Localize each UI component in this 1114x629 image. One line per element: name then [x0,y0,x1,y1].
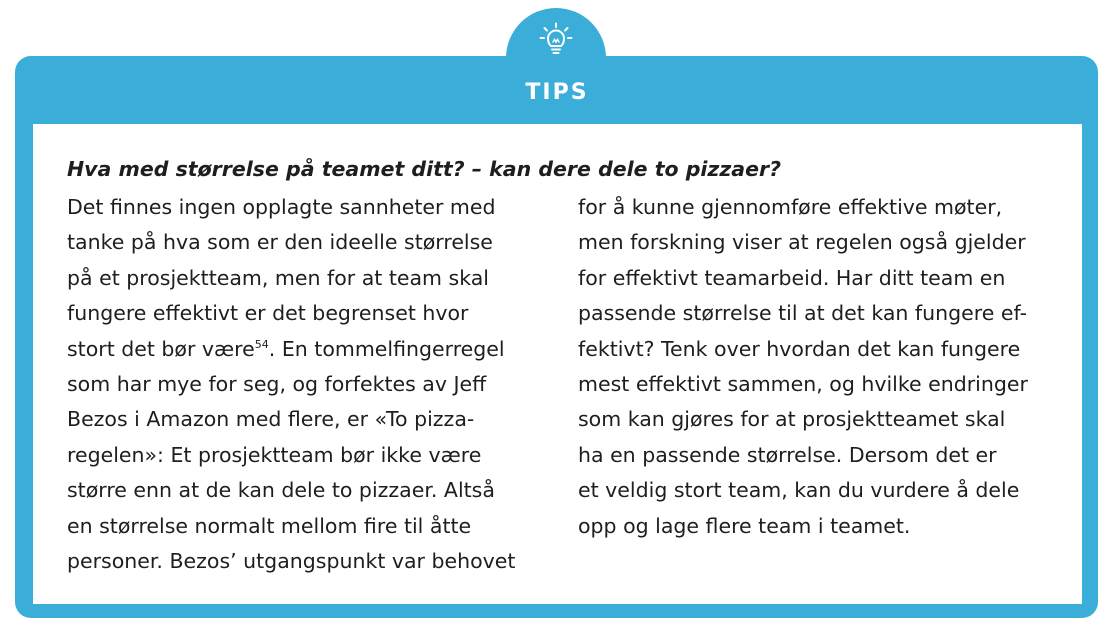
tips-title: TIPS [525,80,589,105]
text-line: personer. Bezos’ utgangspunkt var behovet [67,549,516,574]
lightbulb-icon [539,22,573,56]
text-line: mest effektivt sammen, og hvilke endringer [578,372,1028,397]
text-line-with-footnote [67,332,547,367]
text-line: passende størrelse til at det kan fungere ef- [578,301,1027,326]
text-line: større enn at de kan dele to pizzaer. Altså [67,478,495,503]
text-line: Det finnes ingen opplagte sannheter med [67,195,496,219]
text-line: en størrelse normalt mellom fire til åtte [67,513,472,538]
footnote-reference: 54 [254,337,269,351]
text-line: ha en passende størrelse. Dersom det er [578,442,997,467]
text-line: tanke på hva som er den ideelle størrelse [67,230,493,255]
text-fragment: . En tommelfingerregel [268,336,505,361]
text-line: men forskning viser at regelen også gjelder [578,230,1026,255]
right-column [578,190,1058,544]
text-line: som kan gjøres for at prosjektteamet skal [578,407,1006,432]
text-line: som har mye for seg, og forfektes av Jeff [67,372,487,397]
text-line: et veldig stort team, kan du vurdere å dele [578,478,1020,503]
article-heading: Hva med størrelse på teamet ditt? – kan dere dele to pizzaer? [67,157,782,181]
text-line: på et prosjektteam, men for at team skal [67,265,489,290]
text-line: opp og lage flere team i teamet. [578,513,911,538]
text-line: for effektivt teamarbeid. Har ditt team en [578,265,1006,290]
text-line: regelen»: Et prosjektteam bør ikke være [67,442,482,467]
text-line: fektivt? Tenk over hvordan det kan fungere [578,336,1021,361]
left-column [67,190,547,579]
text-line: Bezos i Amazon med flere, er «To pizza- [67,407,475,432]
text-fragment: stort det bør være [67,336,255,361]
text-line: fungere effektivt er det begrenset hvor [67,301,469,326]
text-line: for å kunne gjennomføre effektive møter, [578,195,1003,219]
